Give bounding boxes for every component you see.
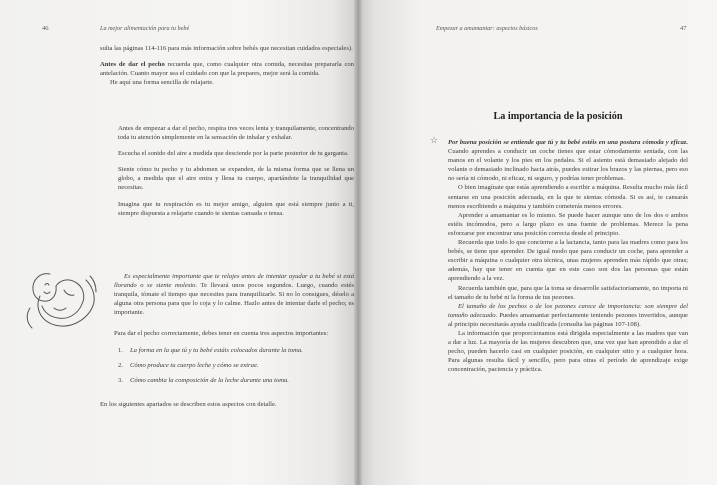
book-gutter <box>354 0 362 485</box>
star-icon: ☆ <box>430 135 439 145</box>
paragraph: O bien imagínate que estás aprendiendo a escribir a máquina. Resulta mucho más fácil sentarse en una posición adecuada, en la que te sientas cómoda. Si es así, te cansarás menos escribiendo a máquina y también cometerás menos errores. <box>448 184 688 210</box>
running-head-left: La mejor alimentación para tu bebé <box>100 25 190 32</box>
relax-step: Siente cómo tu pecho y tu abdomen se expanden, de la misma forma que se llena un globo, a medida que el aire entra y llena tu cuerpo, apartándote la tranquilidad que necesitas. <box>118 166 354 192</box>
before-breast-heading: Antes de dar el pecho <box>100 61 165 69</box>
running-head-right: Empezar a amamantar: aspectos básicos <box>436 25 538 32</box>
left-closing <box>100 400 354 409</box>
left-page <box>0 0 358 485</box>
star-lead-paragraph <box>448 138 688 183</box>
relax-steps <box>118 124 354 225</box>
list-number: 1. <box>118 347 123 355</box>
right-page <box>358 0 717 485</box>
list-text: La forma en la que tú y tu bebé estáis colocados durante la toma. <box>130 347 303 355</box>
aspects-list <box>118 346 354 385</box>
mother-baby-drawing <box>20 268 102 334</box>
list-item <box>118 346 354 355</box>
before-breast-text: recuerda que, como cualquier otra comida, necesitas prepararla con antelación. Cuanto mayor sea el cuidado con que la prepares, mejor será la comida. <box>100 61 354 78</box>
relax-intro: He aquí una forma sencilla de relajarte. <box>110 79 214 87</box>
section-title: La importancia de la posición <box>493 111 623 122</box>
list-text: Cómo cambia la composición de la leche durante una toma. <box>130 377 289 385</box>
list-number: 2. <box>118 362 123 370</box>
star-lead-rest: Cuando aprendes a conducir un coche tienes que estar cómodamente sentada, con las manos en el volante y los pies en los pedales. Si el asiento está demasiado alejado del volante o demasiado inclinado hacia atrás, puedes estirar los brazos y las piernas, pero eso no sería ni cómodo, ni eficaz, ni seguro, y podrías tener problemas. <box>448 148 688 183</box>
aspects-intro: Para dar el pecho correctamente, debes tener en cuenta tres aspectos importantes: <box>114 330 329 337</box>
relax-step: Imagina que tu respiración es tu mejor amigo, alguien que está siempre junto a ti, siempre dispuesta a relajarte cuando te sientas cansada o tensa. <box>118 200 354 217</box>
continued-text: sulta las páginas 114-116 para más información sobre bebés que necesitan cuidados especiales). <box>100 45 353 52</box>
nipples-rest: Puedes amamantar perfectamente teniendo pezones invertidos, aunque al principio necesitarás ayuda cualificada (consulta las páginas 107-108). <box>448 311 688 328</box>
relax-step: Escucha el sonido del aire a medida que desciende por la parte posterior de tu garganta. <box>118 150 349 158</box>
important-rest: Te llevará unos pocos segundos. Luego, cuando estés tranquila, tómate el tiempo que necesites para tranquilizarle. Si no lo consigues, déselo a alguna otra persona para que lo coja y lo calme. Hazlo antes de intentar darle el pecho; es importante. <box>114 282 355 317</box>
important-note <box>114 272 354 317</box>
aspects-section <box>114 329 354 391</box>
list-text: Cómo produce tu cuerpo leche y cómo se extrae. <box>130 362 259 370</box>
closing-text: En los siguientes apartados se describen estos aspectos con detalle. <box>100 401 277 408</box>
nipples-paragraph <box>448 302 688 329</box>
important-paragraph <box>114 272 354 317</box>
list-item <box>118 361 354 370</box>
nipples-italic: El tamaño de los pechos o de los pezones carece de importancia: son siempre del tamaño adecuado. <box>448 302 688 319</box>
page-number-right: 47 <box>680 25 687 32</box>
paragraph: Recuerda también que, para que la toma se desarrolle satisfactoriamente, no importa ni el tamaño de tu bebé ni la forma de tus pezones. <box>448 284 688 301</box>
paragraph: Aprender a amamantar es lo mismo. Se puede hacer aunque uno de los dos o ambos estéis incómodos, pero a largo plazo es una fuente de problemas. Merece la pena esforzarse por encontrar una posición correcta desde el principio. <box>448 211 688 237</box>
page-number-left: 46 <box>42 25 49 32</box>
mother-baby-illustration <box>20 268 102 337</box>
final-paragraph: La información que proporcionamos está dirigida especialmente a las madres que van a dar a luz. La mayoría de las mujeres descubren que, una vez que han aprendido a dar el pecho, pueden hacerlo casi en cualquier posición, en cualquier sitio y a cualquier hora. Para algunas resulta fácil y sencillo, pero para otras el período de aprendizaje exige concentración, paciencia y práctica. <box>448 329 688 374</box>
paragraph: Recuerda que todo lo que concierne a la lactancia, tanto para las madres como para los bebés, se tiene que aprender. De igual modo que para conducir un coche, para aprender a escribir a máquina o cualquier otra técnica, unas mujeres aprenden más rápido que otras; además, hay que tener en cuenta que en este caso son dos las personas que están aprendiendo a la vez. <box>448 239 688 283</box>
important-italic: Es especialmente importante que te relajes antes de intentar ayudar a tu bebé si está llorando o se siente molesto. <box>114 273 354 290</box>
left-text-top <box>100 44 354 87</box>
star-lead-italic: Por buena posición se entiende que tú y tu bebé estéis en una postura cómoda y eficaz. <box>448 139 688 146</box>
right-text <box>448 138 688 374</box>
before-breast-paragraph <box>100 60 354 78</box>
list-item <box>118 376 354 385</box>
list-number: 3. <box>118 377 123 385</box>
relax-step: Antes de empezar a dar el pecho, respira tres veces lenta y tranquilamente, concentrando toda tu atención simplemente en la sensación de inhalar y exhalar. <box>118 125 354 142</box>
